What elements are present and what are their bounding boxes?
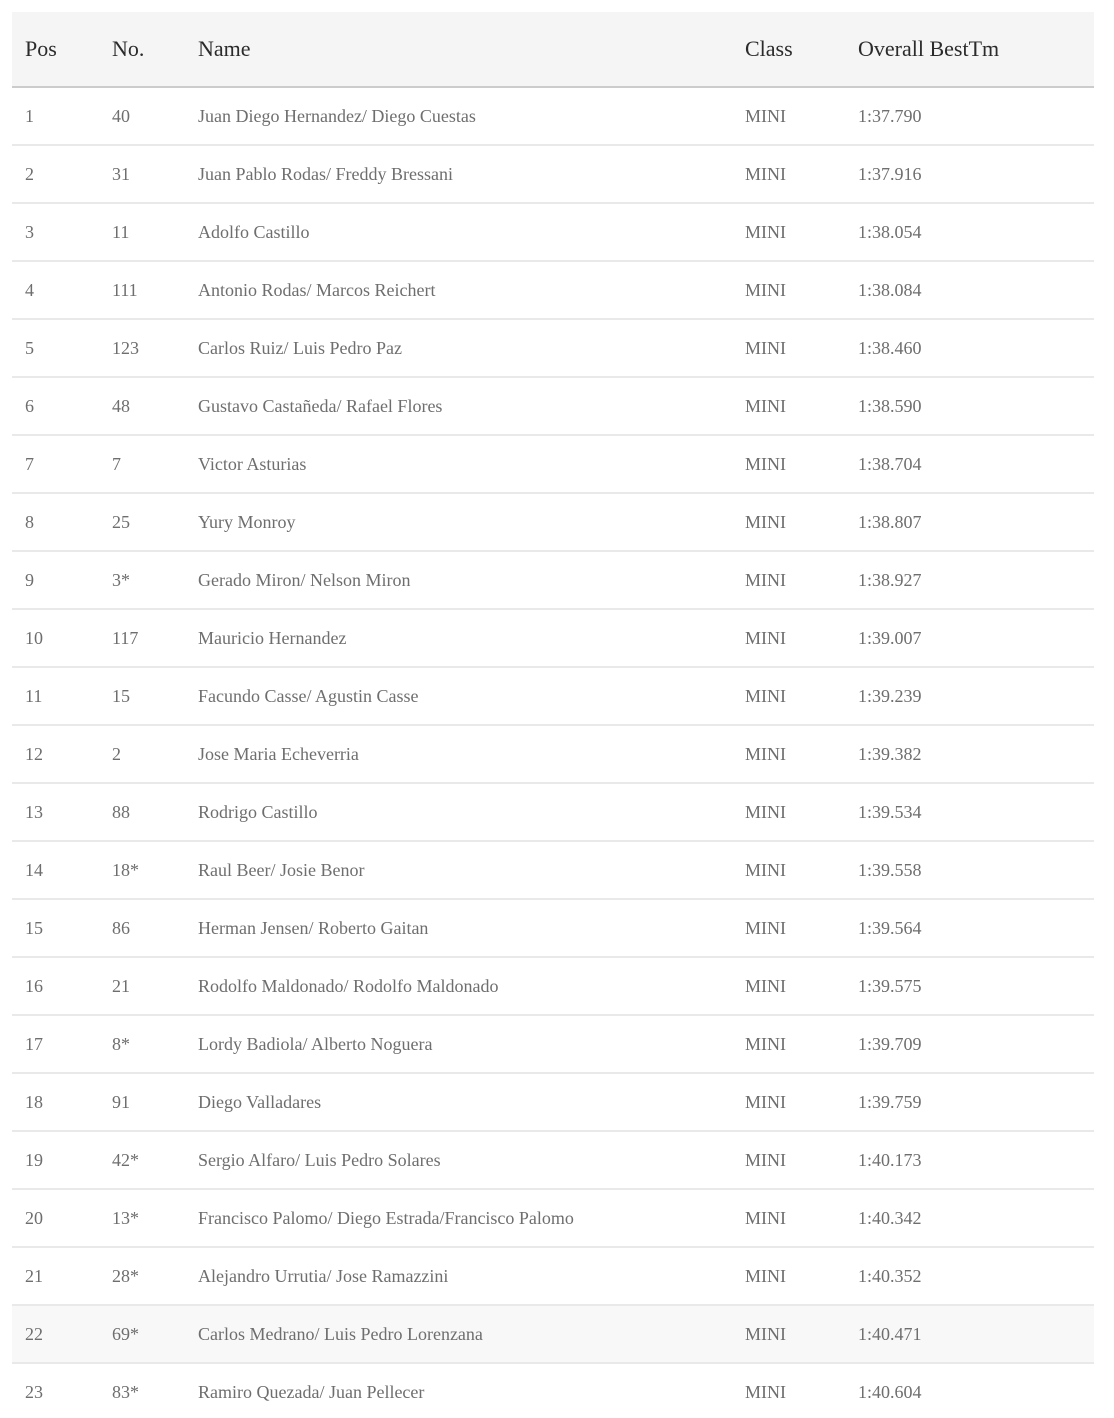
cell-class: MINI xyxy=(732,609,845,667)
cell-no: 117 xyxy=(99,609,185,667)
cell-class: MINI xyxy=(732,377,845,435)
cell-class: MINI xyxy=(732,493,845,551)
cell-pos: 10 xyxy=(12,609,99,667)
cell-name: Francisco Palomo/ Diego Estrada/Francisco Palomo xyxy=(185,1189,732,1247)
cell-name: Jose Maria Echeverria xyxy=(185,725,732,783)
table-row xyxy=(12,1189,1094,1247)
cell-pos: 23 xyxy=(12,1363,99,1418)
table-row xyxy=(12,1305,1094,1363)
cell-no: 13* xyxy=(99,1189,185,1247)
cell-pos: 19 xyxy=(12,1131,99,1189)
cell-class: MINI xyxy=(732,1247,845,1305)
table-row xyxy=(12,841,1094,899)
table-row xyxy=(12,1131,1094,1189)
table-row xyxy=(12,783,1094,841)
cell-pos: 4 xyxy=(12,261,99,319)
column-header-best: Overall BestTm xyxy=(845,12,1094,87)
cell-class: MINI xyxy=(732,203,845,261)
cell-pos: 8 xyxy=(12,493,99,551)
cell-class: MINI xyxy=(732,783,845,841)
cell-best: 1:39.382 xyxy=(845,725,1094,783)
cell-no: 3* xyxy=(99,551,185,609)
cell-class: MINI xyxy=(732,1073,845,1131)
table-row xyxy=(12,609,1094,667)
cell-pos: 3 xyxy=(12,203,99,261)
table-row xyxy=(12,551,1094,609)
cell-name: Antonio Rodas/ Marcos Reichert xyxy=(185,261,732,319)
table-row xyxy=(12,1247,1094,1305)
table-row xyxy=(12,667,1094,725)
cell-no: 21 xyxy=(99,957,185,1015)
cell-best: 1:40.604 xyxy=(845,1363,1094,1418)
cell-best: 1:39.759 xyxy=(845,1073,1094,1131)
cell-name: Juan Diego Hernandez/ Diego Cuestas xyxy=(185,87,732,145)
cell-class: MINI xyxy=(732,1189,845,1247)
cell-no: 86 xyxy=(99,899,185,957)
cell-pos: 9 xyxy=(12,551,99,609)
cell-no: 8* xyxy=(99,1015,185,1073)
cell-no: 123 xyxy=(99,319,185,377)
cell-best: 1:37.916 xyxy=(845,145,1094,203)
cell-pos: 17 xyxy=(12,1015,99,1073)
cell-no: 28* xyxy=(99,1247,185,1305)
cell-name: Victor Asturias xyxy=(185,435,732,493)
cell-pos: 18 xyxy=(12,1073,99,1131)
cell-best: 1:39.575 xyxy=(845,957,1094,1015)
cell-pos: 22 xyxy=(12,1305,99,1363)
cell-name: Gerado Miron/ Nelson Miron xyxy=(185,551,732,609)
cell-best: 1:38.927 xyxy=(845,551,1094,609)
cell-pos: 15 xyxy=(12,899,99,957)
cell-best: 1:38.704 xyxy=(845,435,1094,493)
cell-pos: 2 xyxy=(12,145,99,203)
cell-name: Diego Valladares xyxy=(185,1073,732,1131)
cell-no: 7 xyxy=(99,435,185,493)
cell-best: 1:40.352 xyxy=(845,1247,1094,1305)
cell-name: Carlos Ruiz/ Luis Pedro Paz xyxy=(185,319,732,377)
cell-best: 1:38.590 xyxy=(845,377,1094,435)
table-row xyxy=(12,493,1094,551)
cell-class: MINI xyxy=(732,725,845,783)
cell-class: MINI xyxy=(732,145,845,203)
table-row xyxy=(12,1363,1094,1418)
cell-class: MINI xyxy=(732,87,845,145)
cell-name: Ramiro Quezada/ Juan Pellecer xyxy=(185,1363,732,1418)
column-header-no: No. xyxy=(99,12,185,87)
cell-pos: 6 xyxy=(12,377,99,435)
cell-name: Rodrigo Castillo xyxy=(185,783,732,841)
cell-name: Carlos Medrano/ Luis Pedro Lorenzana xyxy=(185,1305,732,1363)
cell-pos: 16 xyxy=(12,957,99,1015)
cell-name: Juan Pablo Rodas/ Freddy Bressani xyxy=(185,145,732,203)
cell-best: 1:38.460 xyxy=(845,319,1094,377)
cell-name: Adolfo Castillo xyxy=(185,203,732,261)
cell-name: Mauricio Hernandez xyxy=(185,609,732,667)
cell-best: 1:38.084 xyxy=(845,261,1094,319)
cell-class: MINI xyxy=(732,1131,845,1189)
cell-no: 11 xyxy=(99,203,185,261)
cell-class: MINI xyxy=(732,667,845,725)
cell-no: 25 xyxy=(99,493,185,551)
cell-best: 1:37.790 xyxy=(845,87,1094,145)
cell-class: MINI xyxy=(732,899,845,957)
results-table xyxy=(12,12,1094,1418)
cell-best: 1:39.239 xyxy=(845,667,1094,725)
header-row xyxy=(12,12,1094,87)
cell-no: 83* xyxy=(99,1363,185,1418)
cell-best: 1:39.558 xyxy=(845,841,1094,899)
cell-name: Gustavo Castañeda/ Rafael Flores xyxy=(185,377,732,435)
cell-best: 1:38.054 xyxy=(845,203,1094,261)
cell-name: Lordy Badiola/ Alberto Noguera xyxy=(185,1015,732,1073)
table-row xyxy=(12,87,1094,145)
cell-name: Raul Beer/ Josie Benor xyxy=(185,841,732,899)
table-row xyxy=(12,957,1094,1015)
cell-pos: 12 xyxy=(12,725,99,783)
cell-class: MINI xyxy=(732,841,845,899)
cell-class: MINI xyxy=(732,319,845,377)
table-row xyxy=(12,377,1094,435)
cell-name: Yury Monroy xyxy=(185,493,732,551)
table-row xyxy=(12,203,1094,261)
cell-no: 111 xyxy=(99,261,185,319)
cell-best: 1:39.007 xyxy=(845,609,1094,667)
cell-no: 18* xyxy=(99,841,185,899)
column-header-class: Class xyxy=(732,12,845,87)
cell-no: 91 xyxy=(99,1073,185,1131)
cell-no: 15 xyxy=(99,667,185,725)
cell-best: 1:40.471 xyxy=(845,1305,1094,1363)
table-body xyxy=(12,87,1094,1418)
table-row xyxy=(12,261,1094,319)
column-header-pos: Pos xyxy=(12,12,99,87)
cell-name: Rodolfo Maldonado/ Rodolfo Maldonado xyxy=(185,957,732,1015)
cell-class: MINI xyxy=(732,1015,845,1073)
table-row xyxy=(12,1015,1094,1073)
cell-pos: 21 xyxy=(12,1247,99,1305)
table-row xyxy=(12,145,1094,203)
cell-best: 1:39.709 xyxy=(845,1015,1094,1073)
cell-class: MINI xyxy=(732,551,845,609)
cell-no: 69* xyxy=(99,1305,185,1363)
cell-no: 88 xyxy=(99,783,185,841)
table-row xyxy=(12,435,1094,493)
cell-pos: 14 xyxy=(12,841,99,899)
cell-no: 42* xyxy=(99,1131,185,1189)
cell-name: Alejandro Urrutia/ Jose Ramazzini xyxy=(185,1247,732,1305)
cell-best: 1:38.807 xyxy=(845,493,1094,551)
cell-best: 1:40.173 xyxy=(845,1131,1094,1189)
cell-best: 1:40.342 xyxy=(845,1189,1094,1247)
cell-class: MINI xyxy=(732,261,845,319)
cell-pos: 13 xyxy=(12,783,99,841)
cell-pos: 11 xyxy=(12,667,99,725)
table-row xyxy=(12,319,1094,377)
cell-no: 40 xyxy=(99,87,185,145)
cell-pos: 7 xyxy=(12,435,99,493)
cell-pos: 5 xyxy=(12,319,99,377)
cell-name: Facundo Casse/ Agustin Casse xyxy=(185,667,732,725)
cell-name: Herman Jensen/ Roberto Gaitan xyxy=(185,899,732,957)
cell-class: MINI xyxy=(732,435,845,493)
cell-class: MINI xyxy=(732,1305,845,1363)
cell-pos: 1 xyxy=(12,87,99,145)
table-row xyxy=(12,1073,1094,1131)
cell-no: 31 xyxy=(99,145,185,203)
cell-best: 1:39.564 xyxy=(845,899,1094,957)
column-header-name: Name xyxy=(185,12,732,87)
cell-class: MINI xyxy=(732,1363,845,1418)
cell-name: Sergio Alfaro/ Luis Pedro Solares xyxy=(185,1131,732,1189)
cell-class: MINI xyxy=(732,957,845,1015)
table-row xyxy=(12,725,1094,783)
cell-pos: 20 xyxy=(12,1189,99,1247)
cell-no: 2 xyxy=(99,725,185,783)
table-header xyxy=(12,12,1094,87)
table-row xyxy=(12,899,1094,957)
cell-best: 1:39.534 xyxy=(845,783,1094,841)
cell-no: 48 xyxy=(99,377,185,435)
